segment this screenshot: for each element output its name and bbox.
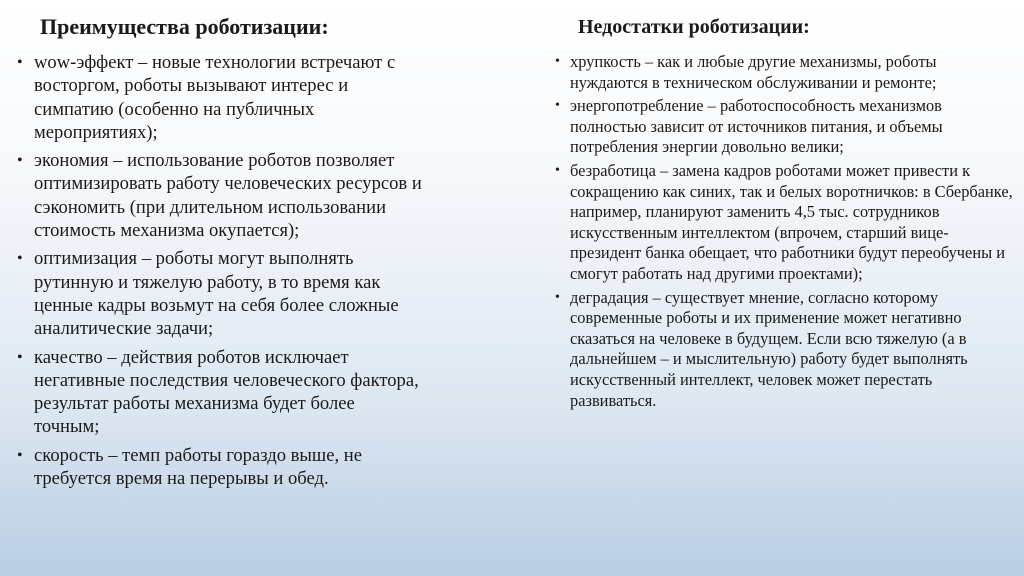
advantage-item: • wow-эффект – новые технологии встречают с восторгом, роботы вызывают интерес и симпатию (особенно на публичных мероприятиях); [34, 51, 424, 144]
disadvantages-list [570, 52, 1018, 414]
advantage-item: • оптимизация – роботы могут выполнять рутинную и тяжелую работу, в то время как ценные кадры возьмут на себя более сложные аналитические задачи; [34, 247, 424, 340]
disadvantage-item: • безработица – замена кадров роботами может привести к сокращению как синих, так и белых воротничков: в Сбербанке, например, планируют заменить 4,5 тыс. сотрудников искусственным интеллектом (впрочем, старший вице-президент банка обещает, что работники будут переобучены и смогут работать над другими проектами); [570, 161, 1018, 285]
disadvantages-title: Недостатки роботизации: [578, 16, 810, 38]
disadvantage-item: • хрупкость – как и любые другие механизмы, роботы нуждаются в техническом обслуживании и ремонте; [570, 52, 1018, 93]
disadvantage-item: • энергопотребление – работоспособность механизмов полностью зависит от источников питания, и объемы потребления энергии довольно велики; [570, 96, 1018, 158]
disadvantage-item: • деградация – существует мнение, согласно которому современные роботы и их применение может негативно сказаться на человеке в будущем. Если всю тяжелую (а в дальнейшем – и мыслительную) работу будет выполнять искусственный интеллект, человек может перестать развиваться. [570, 288, 1018, 412]
advantages-title: Преимущества роботизации: [40, 14, 329, 39]
advantage-item: • экономия – использование роботов позволяет оптимизировать работу человеческих ресурсов и сэкономить (при длительном использовании стоимость механизма окупается); [34, 149, 424, 242]
advantages-list [34, 51, 424, 495]
advantage-item: • качество – действия роботов исключает негативные последствия человеческого фактора, результат работы механизма будет более точным; [34, 346, 424, 439]
advantage-item: • скорость – темп работы гораздо выше, не требуется время на перерывы и обед. [34, 444, 424, 491]
